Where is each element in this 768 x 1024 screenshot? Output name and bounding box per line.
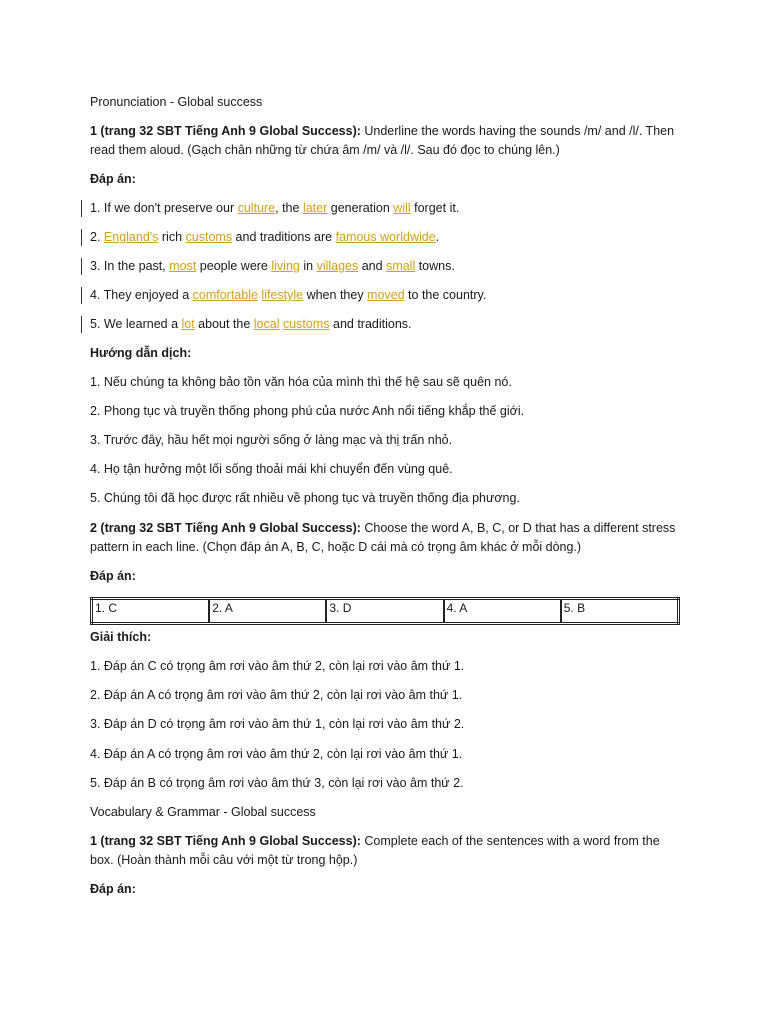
text-segment: and	[358, 259, 387, 273]
question-3-prompt	[90, 832, 680, 870]
answer-label-2: Đáp án:	[90, 569, 136, 583]
text-segment: and traditions are	[232, 230, 336, 244]
answer-text	[90, 259, 455, 273]
revision-bar	[81, 316, 82, 333]
answer-label-3: Đáp án:	[90, 882, 136, 896]
revision-bar	[81, 258, 82, 275]
translation-line: 1. Nếu chúng ta không bảo tồn văn hóa của mình thì thế hệ sau sẽ quên nó.	[90, 375, 512, 389]
text-segment: 4. They enjoyed a	[90, 288, 193, 302]
translation-line: 3. Trước đây, hầu hết mọi người sống ở làng mạc và thị trấn nhỏ.	[90, 433, 453, 447]
question-1-prompt	[90, 122, 680, 160]
answer-text	[90, 201, 459, 215]
underlined-word: comfortable	[192, 288, 258, 302]
answer-table	[90, 597, 680, 625]
revision-bar	[81, 287, 82, 304]
answer-text	[90, 230, 439, 244]
underlined-word: later	[302, 201, 328, 215]
underlined-word: culture	[237, 201, 276, 215]
text-segment: 1. If we don't preserve our	[90, 201, 238, 215]
section-title-vocabulary: Vocabulary & Grammar - Global success	[90, 805, 316, 819]
question-2-prompt	[90, 519, 680, 557]
answer-text	[90, 288, 486, 302]
text-segment: to the country.	[404, 288, 487, 302]
explanation-line: 4. Đáp án A có trọng âm rơi vào âm thứ 2, còn lại rơi vào âm thứ 1.	[90, 747, 463, 761]
text-segment: towns.	[415, 259, 455, 273]
answer-text	[90, 317, 412, 331]
text-segment: rich	[158, 230, 186, 244]
text-segment: people were	[196, 259, 272, 273]
revision-bar	[81, 229, 82, 246]
answer-line	[90, 228, 439, 246]
underlined-word: famous worldwide	[335, 230, 436, 244]
question-2-text: Choose the word A, B, C, or D that has a different stress pattern in each line. (Chọn đáp án A, B, C, hoặc D cái mà có trọng âm khác ở mỗi dòng.)	[90, 521, 676, 554]
question-1-label: 1 (trang 32 SBT Tiếng Anh 9 Global Success):	[90, 124, 361, 138]
explanation-line: 1. Đáp án C có trọng âm rơi vào âm thứ 2, còn lại rơi vào âm thứ 1.	[90, 659, 465, 673]
section-title-pronunciation: Pronunciation - Global success	[90, 95, 263, 109]
question-3-text: Complete each of the sentences with a word from the box. (Hoàn thành mỗi câu với một từ trong hộp.)	[90, 834, 660, 867]
translation-line: 2. Phong tục và truyền thống phong phú của nước Anh nổi tiếng khắp thế giới.	[90, 404, 525, 418]
underlined-word: most	[169, 259, 197, 273]
text-segment: 3. In the past,	[90, 259, 170, 273]
text-segment: 5. We learned a	[90, 317, 182, 331]
revision-bar	[81, 200, 82, 217]
text-segment: , the	[275, 201, 303, 215]
translation-line: 4. Họ tận hưởng một lối sống thoải mái khi chuyển đến vùng quê.	[90, 462, 453, 476]
answer-cell: 3. D	[326, 599, 443, 624]
text-segment: forget it.	[410, 201, 460, 215]
explanation-line: 2. Đáp án A có trọng âm rơi vào âm thứ 2, còn lại rơi vào âm thứ 1.	[90, 688, 463, 702]
underlined-word: moved	[367, 288, 405, 302]
explanation-line: 3. Đáp án D có trọng âm rơi vào âm thứ 1, còn lại rơi vào âm thứ 2.	[90, 717, 465, 731]
answer-cell: 5. B	[561, 599, 679, 624]
text-segment: in	[299, 259, 317, 273]
text-segment: about the	[194, 317, 254, 331]
text-segment: generation	[327, 201, 394, 215]
translation-label: Hướng dẫn dịch:	[90, 346, 192, 360]
question-1-text: Underline the words having the sounds /m/ and /l/. Then read them aloud. (Gạch chân những từ chứa âm /m/ và /l/. Sau đó đọc to chúng lên.)	[90, 124, 675, 157]
underlined-word: England's	[103, 230, 159, 244]
answer-line	[90, 199, 459, 217]
question-2-label: 2 (trang 32 SBT Tiếng Anh 9 Global Success):	[90, 521, 361, 535]
underlined-word: villages	[316, 259, 359, 273]
underlined-word: lot	[181, 317, 195, 331]
explanation-line: 5. Đáp án B có trọng âm rơi vào âm thứ 3, còn lại rơi vào âm thứ 2.	[90, 776, 464, 790]
underlined-word: local	[253, 317, 280, 331]
answer-line	[90, 286, 486, 304]
text-segment: .	[435, 230, 440, 244]
underlined-word: small	[386, 259, 416, 273]
answer-label-1: Đáp án:	[90, 172, 136, 186]
translation-line: 5. Chúng tôi đã học được rất nhiều về phong tục và truyền thống địa phương.	[90, 491, 520, 505]
underlined-word: customs	[282, 317, 330, 331]
underlined-word: lifestyle	[261, 288, 304, 302]
underlined-word: customs	[185, 230, 233, 244]
answer-cell: 2. A	[209, 599, 326, 624]
text-segment: when they	[303, 288, 368, 302]
answer-line	[90, 257, 455, 275]
explanation-label: Giải thích:	[90, 630, 152, 644]
underlined-word: will	[393, 201, 411, 215]
text-segment: and traditions.	[329, 317, 412, 331]
answer-cell: 4. A	[444, 599, 561, 624]
underlined-word: living	[271, 259, 300, 273]
answer-line	[90, 315, 412, 333]
text-segment: 2.	[90, 230, 104, 244]
answer-cell: 1. C	[95, 601, 118, 615]
table-row	[92, 599, 679, 624]
question-3-label: 1 (trang 32 SBT Tiếng Anh 9 Global Success):	[90, 834, 361, 848]
